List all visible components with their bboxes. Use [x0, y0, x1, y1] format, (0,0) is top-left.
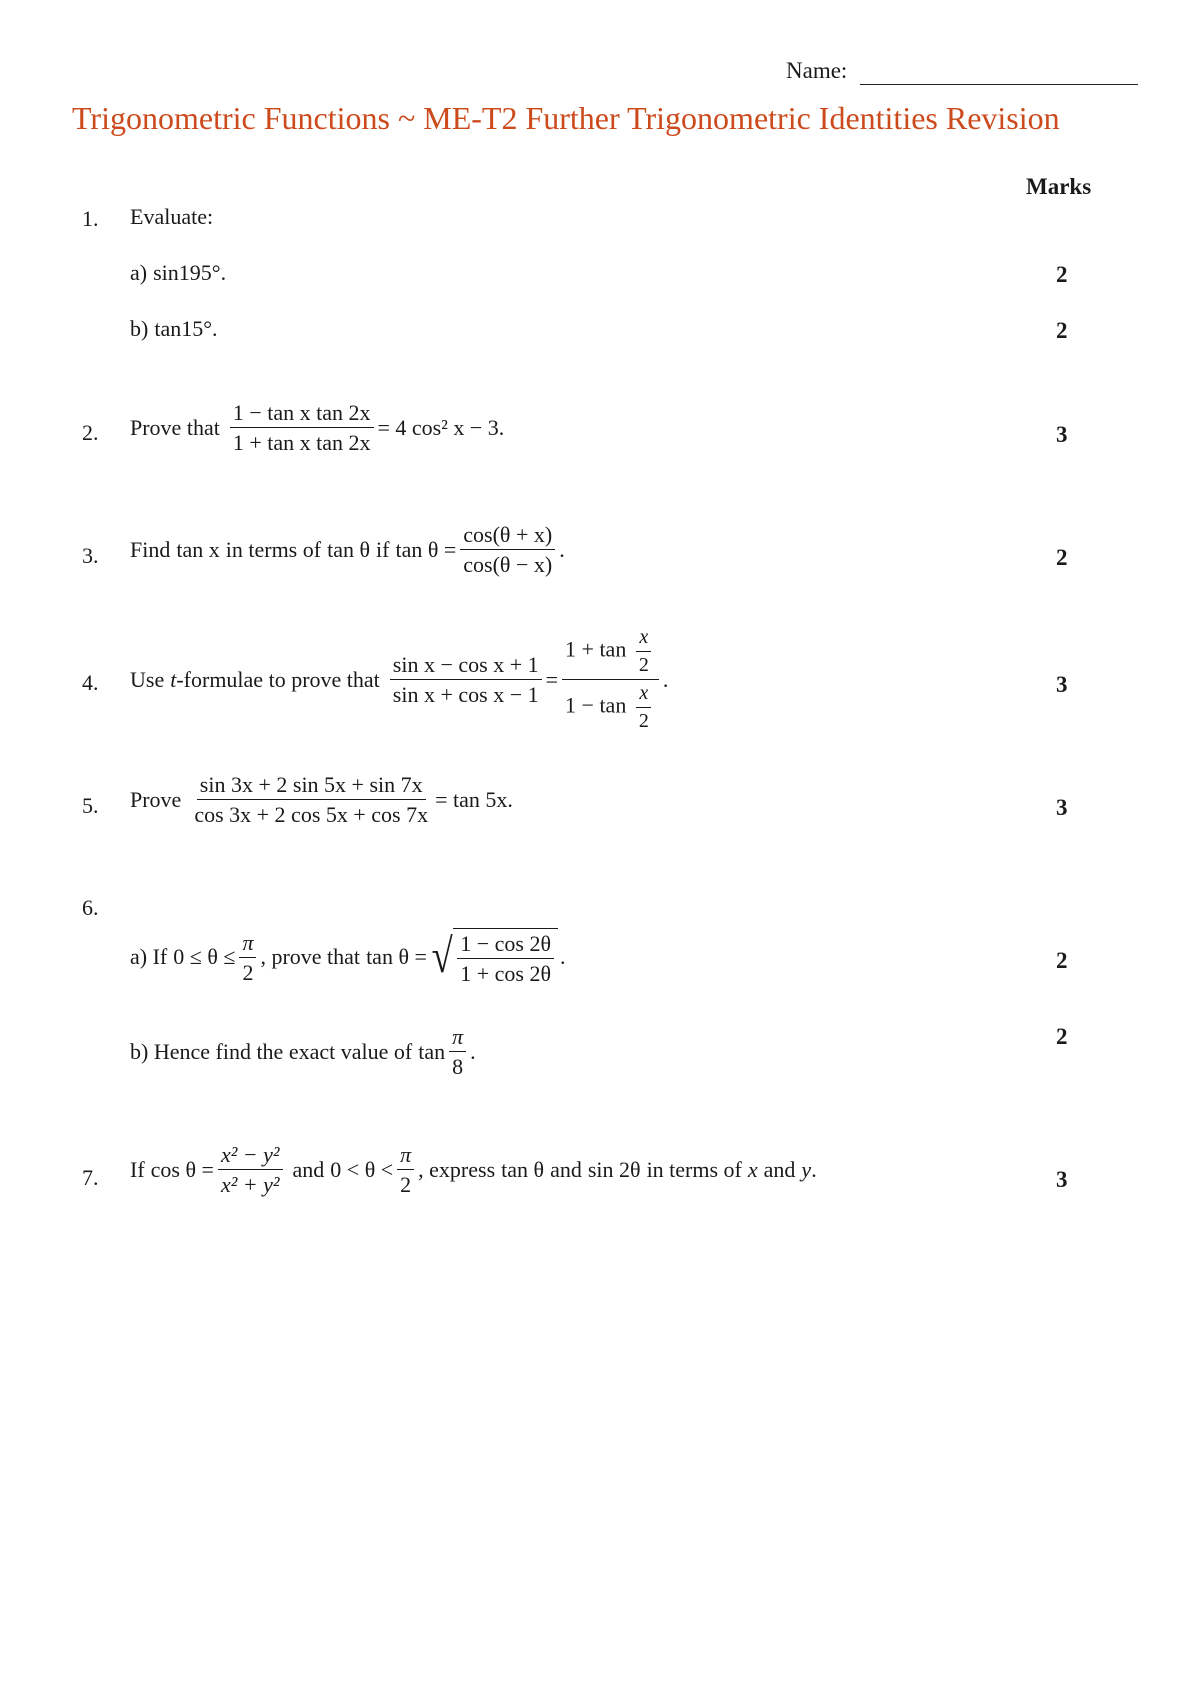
q4-half-den-bottom: 2: [638, 710, 649, 732]
q4-half-num-bottom: x: [636, 682, 651, 708]
q7-text-express: , express: [418, 1156, 496, 1182]
q3-number: 3.: [82, 543, 99, 568]
q4-equals: =: [545, 666, 559, 692]
q4-rhs-denominator: [562, 680, 659, 733]
q6a-sqrt-body: [453, 928, 558, 987]
q4-lhs-numerator: sin x − cos x + 1: [390, 652, 542, 680]
q3-lhs: tan θ =: [395, 536, 457, 562]
q7-tantheta: tan θ: [501, 1156, 545, 1182]
q7-fraction: [218, 1142, 283, 1198]
q3-text-terms: in terms of: [225, 536, 322, 562]
q4-end: .: [662, 666, 669, 692]
q3-fraction: [460, 522, 555, 578]
q4-rhs-den-text: 1 − tan: [565, 692, 627, 718]
q6b-tan: tan: [418, 1038, 446, 1064]
q7-y: y: [801, 1156, 812, 1182]
q1a: [130, 260, 226, 286]
q7-two: 2: [400, 1172, 412, 1198]
q2-fraction: [230, 400, 374, 456]
q2-text: Prove that: [130, 414, 220, 440]
q4-number: 4.: [82, 670, 99, 695]
q4-marks: 3: [1056, 672, 1068, 697]
q7-x: x: [747, 1156, 758, 1182]
q3-tanx: tan x: [176, 536, 220, 562]
radical-sign-icon: √: [431, 930, 453, 984]
q7-number: 7.: [82, 1165, 99, 1190]
q6a-square-root: [429, 928, 558, 987]
q7-text-terms: in terms of: [646, 1156, 742, 1182]
q2-numerator: 1 − tan x tan 2x: [230, 400, 374, 428]
q6b-pi: π: [449, 1024, 466, 1052]
q1b-marks: 2: [1056, 318, 1068, 343]
name-label: Name:: [786, 58, 848, 83]
q7-pi: π: [397, 1142, 414, 1170]
q5-rhs: = tan 5x.: [435, 786, 513, 812]
marks-header: Marks: [1026, 174, 1092, 199]
q7-text-and3: and: [763, 1156, 796, 1182]
q2-statement: [130, 400, 504, 456]
q7-lhs: cos θ =: [150, 1156, 214, 1182]
q6b-statement: [130, 1024, 476, 1080]
q4-text-rest: -formulae to prove that: [176, 666, 380, 692]
q6a-sqrt-denominator: 1 + cos 2θ: [460, 961, 552, 987]
q5-fraction: [191, 772, 431, 828]
page-title: Trigonometric Functions ~ ME-T2 Further Trigonometric Identities Revision: [72, 100, 1060, 136]
q6a-pi-over-2: [239, 930, 256, 986]
q6-number: 6.: [82, 895, 99, 920]
q1b: [130, 316, 218, 342]
q4-fraction-rhs: [562, 626, 659, 733]
q6a-label: a) If: [130, 944, 168, 970]
q4-statement: [130, 626, 668, 733]
name-blank-line: [860, 84, 1138, 85]
q7-denominator: x² + y²: [220, 1172, 280, 1198]
q1-intro: [130, 204, 213, 230]
q3-numerator: cos(θ + x): [460, 522, 555, 550]
q6a-end: .: [560, 944, 566, 970]
q7-text-and2: and: [550, 1156, 582, 1182]
q6a-sqrt-fraction: [457, 931, 554, 987]
q3-text-find: Find: [130, 536, 171, 562]
q4-fraction-lhs: [390, 652, 542, 708]
q4-rhs-num-text: 1 + tan: [565, 636, 627, 662]
q7-text-and: and: [292, 1156, 325, 1182]
q6a-inequality: 0 ≤ θ ≤: [173, 944, 236, 970]
q1a-expression: sin195°.: [153, 260, 227, 285]
q2-marks: 3: [1056, 422, 1068, 447]
q5-statement: [130, 772, 513, 828]
q4-rhs-numerator: [562, 626, 659, 680]
q1a-marks: 2: [1056, 262, 1068, 287]
q3-statement: [130, 522, 565, 578]
q5-number: 5.: [82, 793, 99, 818]
q5-marks: 3: [1056, 795, 1068, 820]
q2-rhs: = 4 cos² x − 3.: [377, 414, 505, 440]
q1b-expression: tan15°.: [154, 316, 218, 341]
q6b-pi-over-8: [449, 1024, 466, 1080]
q2-denominator: 1 + tan x tan 2x: [232, 430, 371, 456]
q6a-pi: π: [239, 930, 256, 958]
q6b-text: b) Hence find the exact value of: [130, 1038, 413, 1064]
q3-text-if: if: [376, 536, 390, 562]
q4-lhs-denominator: sin x + cos x − 1: [392, 682, 539, 707]
q6a-statement: [130, 928, 566, 987]
q6b-marks: 2: [1056, 1024, 1068, 1049]
q7-statement: [130, 1142, 817, 1198]
q1-intro-text: Evaluate:: [130, 204, 214, 229]
q3-denominator: cos(θ − x): [463, 552, 553, 578]
q1a-label: a): [130, 260, 148, 285]
q7-inequality: 0 < θ <: [330, 1156, 394, 1182]
q6b-eight: 8: [452, 1054, 464, 1080]
q5-denominator: cos 3x + 2 cos 5x + cos 7x: [194, 802, 429, 828]
q7-pi-over-2: [397, 1142, 414, 1198]
q4-t: t: [170, 666, 177, 692]
q4-text-use: Use: [130, 666, 165, 692]
q6b-end: .: [470, 1038, 476, 1064]
q2-number: 2.: [82, 420, 99, 445]
q3-end: .: [559, 536, 565, 562]
q3-tantheta: tan θ: [327, 536, 370, 562]
q5-text: Prove: [130, 786, 182, 812]
q4-half-angle-bottom: [636, 682, 652, 733]
q4-half-angle-top: [636, 626, 652, 677]
q4-half-num-top: x: [636, 626, 651, 652]
q6a-lhs: tan θ =: [366, 944, 427, 970]
q6a-two: 2: [242, 959, 254, 985]
q5-numerator: sin 3x + 2 sin 5x + sin 7x: [197, 772, 426, 800]
q7-text-if: If: [130, 1156, 145, 1182]
q6a-mid-text: , prove that: [260, 944, 361, 970]
q7-marks: 3: [1056, 1167, 1068, 1192]
q7-sin2theta: sin 2θ: [587, 1156, 641, 1182]
q7-end: .: [811, 1156, 817, 1182]
q1b-label: b): [130, 316, 149, 341]
q6a-marks: 2: [1056, 948, 1068, 973]
q3-marks: 2: [1056, 545, 1068, 570]
q7-numerator: x² − y²: [218, 1142, 283, 1170]
q1-number: 1.: [82, 206, 99, 231]
q4-half-den-top: 2: [638, 654, 649, 676]
q6a-sqrt-numerator: 1 − cos 2θ: [457, 931, 554, 959]
